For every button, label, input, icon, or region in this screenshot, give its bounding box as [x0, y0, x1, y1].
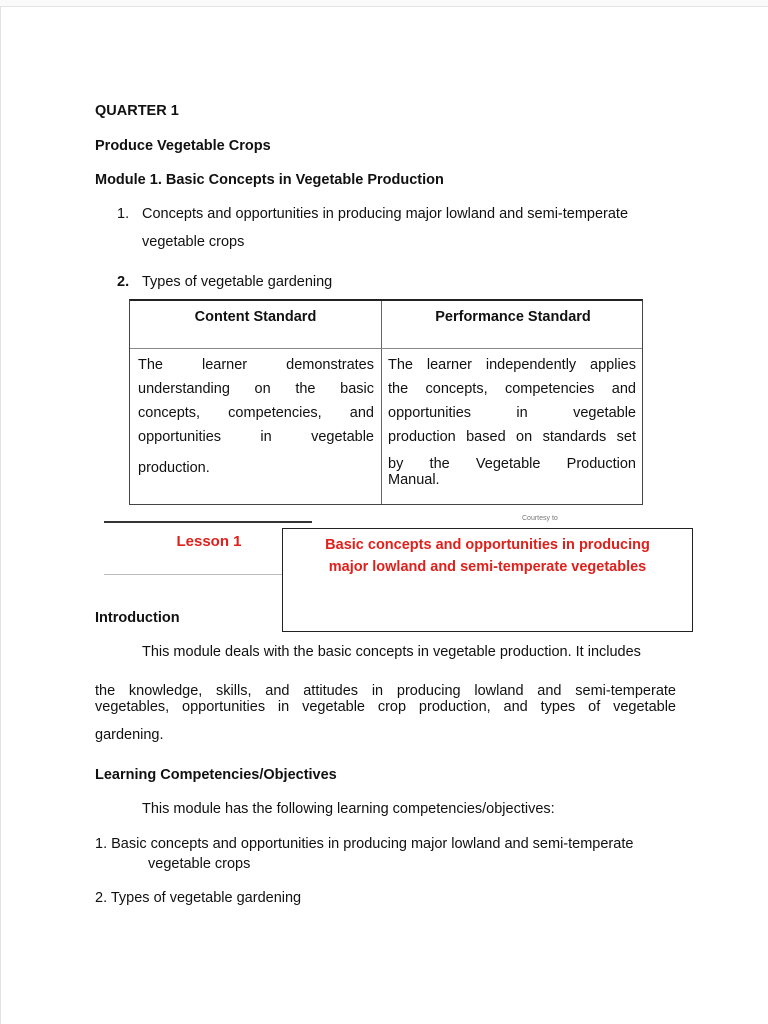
- performance-line: the concepts, competencies and: [388, 381, 636, 397]
- content-standard-cell: [138, 353, 374, 480]
- lesson-title-box: [282, 528, 693, 632]
- quarter-heading: QUARTER 1: [95, 103, 179, 119]
- introduction-line1: This module deals with the basic concepts in vegetable production. It includes: [142, 644, 641, 660]
- topic-1-number: 1.: [117, 206, 130, 222]
- content-line: understanding on the basic: [138, 381, 374, 397]
- page-top-edge: [0, 0, 768, 7]
- performance-standard-header: Performance Standard: [435, 309, 591, 325]
- lesson-label-box: [104, 521, 312, 575]
- competency-2: 2. Types of vegetable gardening: [95, 890, 302, 906]
- topic-2-line1: Types of vegetable gardening: [142, 274, 333, 290]
- content-line: opportunities in vegetable: [138, 429, 374, 445]
- competency-1-line1: 1. Basic concepts and opportunities in producing major lowland and semi-temperate: [95, 836, 634, 852]
- standards-table: [129, 299, 643, 505]
- content-line: The learner demonstrates: [138, 357, 374, 373]
- lesson-title-line2: major lowland and semi-temperate vegetables: [328, 559, 647, 575]
- topic-2-number: 2.: [117, 274, 130, 290]
- subject-heading: Produce Vegetable Crops: [95, 138, 271, 154]
- lesson-label: Lesson 1: [176, 533, 242, 550]
- performance-line: Manual.: [388, 472, 440, 488]
- page-left-edge: [0, 6, 1, 1024]
- table-header-divider: [130, 348, 642, 349]
- performance-standard-cell: [388, 353, 636, 488]
- performance-line: production based on standards set: [388, 429, 636, 445]
- introduction-line4: gardening.: [95, 727, 164, 743]
- performance-line: The learner independently applies: [388, 357, 636, 373]
- lesson-title: [283, 534, 692, 578]
- content-line: production.: [138, 460, 210, 476]
- content-line: concepts, competencies, and: [138, 405, 374, 421]
- introduction-heading: Introduction: [95, 610, 180, 626]
- topic-1-line1: Concepts and opportunities in producing major lowland and semi-temperate: [142, 206, 629, 222]
- competencies-intro: This module has the following learning competencies/objectives:: [142, 801, 555, 817]
- performance-line: opportunities in vegetable: [388, 405, 636, 421]
- introduction-line3: vegetables, opportunities in vegetable crop production, and types of vegetable: [95, 699, 676, 715]
- module-heading: Module 1. Basic Concepts in Vegetable Production: [95, 172, 444, 188]
- competencies-heading: Learning Competencies/Objectives: [95, 767, 337, 783]
- table-column-divider: [381, 301, 382, 504]
- content-standard-header: Content Standard: [194, 309, 317, 325]
- courtesy-note: Courtesy to: [522, 515, 558, 522]
- performance-line: by the Vegetable Production: [388, 456, 636, 472]
- lesson-title-line1: Basic concepts and opportunities in producing: [325, 537, 650, 553]
- competency-1-line2: vegetable crops: [148, 856, 251, 872]
- topic-1-line2: vegetable crops: [142, 234, 245, 250]
- introduction-line2: the knowledge, skills, and attitudes in producing lowland and semi-temperate: [95, 683, 676, 699]
